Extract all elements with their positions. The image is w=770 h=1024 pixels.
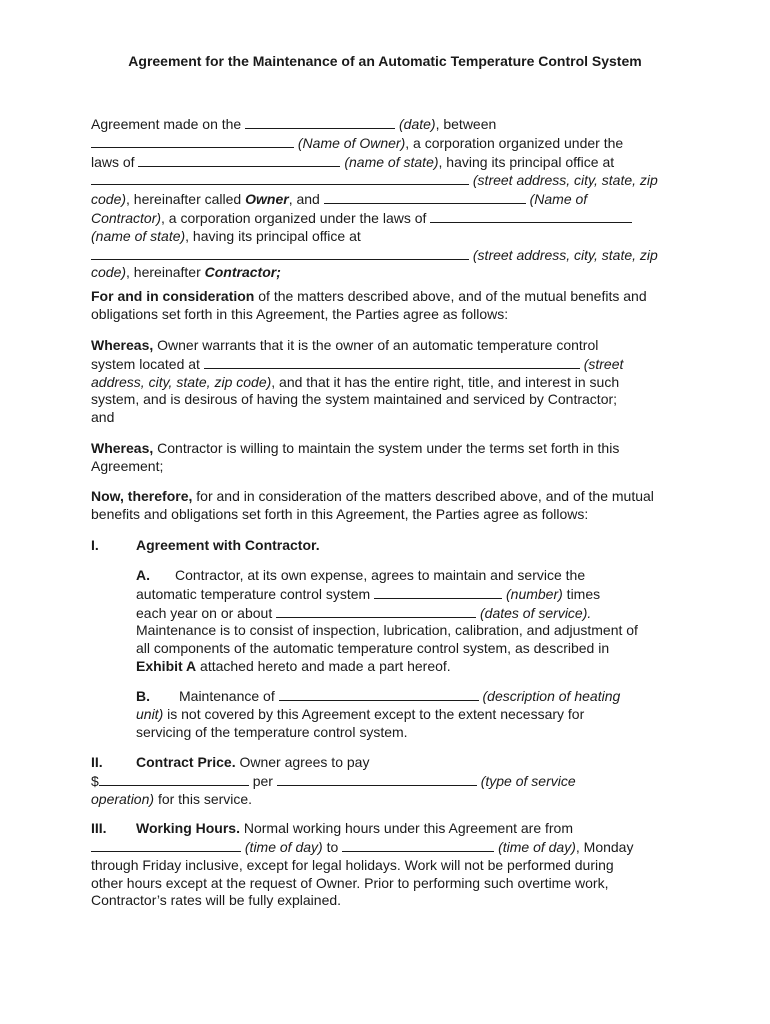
section-2-paragraph: $ per (type of service operation) for this service.	[91, 773, 576, 807]
section-1b-paragraph: B. Maintenance of (description of heating unit) is not covered by this Agreement except to the extent necessary for servicing of the temperature control system.	[136, 688, 621, 740]
intro-line-9: code), hereinafter Contractor;	[91, 264, 281, 281]
section-3-paragraph: (time of day) to (time of day), Monday through Friday inclusive, except for legal holidays. Work will not be performed during other hours except at the request of Owner. Prior to performing such overtime work, Contractor’s rates will be fully explained.	[91, 839, 634, 909]
section-2-number: II.	[91, 754, 103, 770]
section-1-number: I.	[91, 537, 99, 553]
intro-line-8: (street address, city, state, zip	[91, 246, 683, 265]
consideration-paragraph: For and in consideration of the matters described above, and of the mutual benefits and obligations set forth in this Agreement, the Parties agree as follows:	[91, 288, 647, 322]
intro-line-7: (name of state), having its principal office at	[91, 227, 361, 244]
intro-line-5: code), hereinafter called Owner, and (Name of	[91, 191, 588, 208]
section-1a-paragraph: A. Contractor, at its own expense, agrees to maintain and service the automatic temperature control system (number) times each year on or about (dates of service). Maintenance is to consist of inspection, lubrication, calibration, and adjustment of all components of the automatic temperature control system, as described in Exhibit A attached hereto and made a part hereof.	[136, 567, 638, 674]
intro-line-3: laws of (name of state), having its principal office at	[91, 153, 615, 170]
section-3-first-line: Working Hours. Normal working hours under this Agreement are from	[136, 820, 574, 836]
intro-line-2: (Name of Owner), a corporation organized under the	[91, 134, 683, 153]
intro-line-1: Agreement made on the (date), between	[91, 116, 497, 132]
section-3-number: III.	[91, 820, 107, 836]
whereas-paragraph-2: Whereas, Contractor is willing to maintain the system under the terms set forth in this Agreement;	[91, 440, 620, 474]
section-1-heading: Agreement with Contractor.	[136, 537, 320, 553]
whereas-paragraph-1: Whereas, Owner warrants that it is the owner of an automatic temperature control system located at (street address, city, state, zip code), and that it has the entire right, title, and interest in such system, and is desirous of having the system maintained and serviced by Contractor; and	[91, 337, 624, 426]
now-therefore-paragraph: Now, therefore, for and in consideration of the matters described above, and of the mutual benefits and obligations set forth in this Agreement, the Parties agree as follows:	[91, 488, 654, 522]
page-title: Agreement for the Maintenance of an Automatic Temperature Control System	[128, 53, 642, 69]
intro-paragraph	[91, 115, 683, 282]
intro-line-6: Contractor), a corporation organized under the laws of	[91, 209, 683, 228]
section-2-first-line: Contract Price. Owner agrees to pay	[136, 754, 370, 770]
intro-line-4: (street address, city, state, zip	[91, 171, 683, 190]
